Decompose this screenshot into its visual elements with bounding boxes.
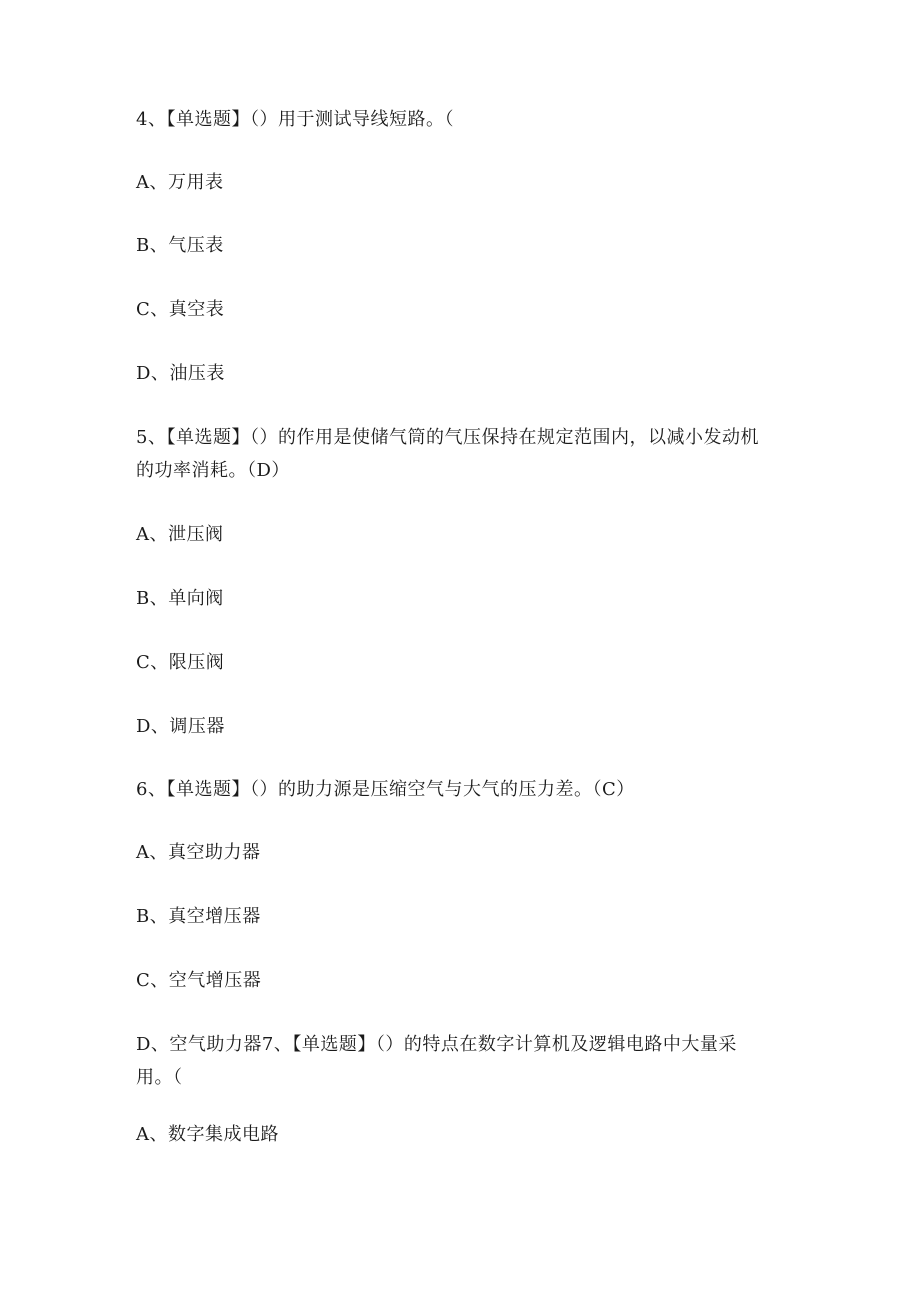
question-4-option-a: A、万用表 [136, 172, 224, 193]
question-4-option-d: D、油压表 [136, 363, 225, 384]
question-5-stem-line-2: 的功率消耗。（D） [136, 460, 290, 481]
question-6-stem: 6、【单选题】（）的助力源是压缩空气与大气的压力差。（C） [136, 779, 635, 800]
question-6-option-c: C、空气增压器 [136, 970, 262, 991]
question-6-option-b: B、真空增压器 [136, 906, 261, 927]
question-4-stem: 4、【单选题】（）用于测试导线短路。（ [136, 109, 454, 130]
question-7-stem-line-1: D、空气助力器7、【单选题】（）的特点在数字计算机及逻辑电路中大量采 [136, 1034, 737, 1055]
question-4-option-b: B、气压表 [136, 235, 224, 256]
question-5-option-b: B、单向阀 [136, 588, 224, 609]
question-5-option-a: A、泄压阀 [136, 524, 224, 545]
question-6-option-a: A、真空助力器 [136, 842, 261, 863]
question-4-option-c: C、真空表 [136, 299, 225, 320]
question-5-option-c: C、限压阀 [136, 652, 225, 673]
question-5-stem-line-1: 5、【单选题】（）的作用是使储气筒的气压保持在规定范围内，以减小发动机 [136, 427, 759, 448]
question-5-option-d: D、调压器 [136, 716, 225, 737]
question-7-stem-line-2: 用。（ [136, 1067, 183, 1088]
question-7-option-a: A、数字集成电路 [136, 1124, 279, 1145]
